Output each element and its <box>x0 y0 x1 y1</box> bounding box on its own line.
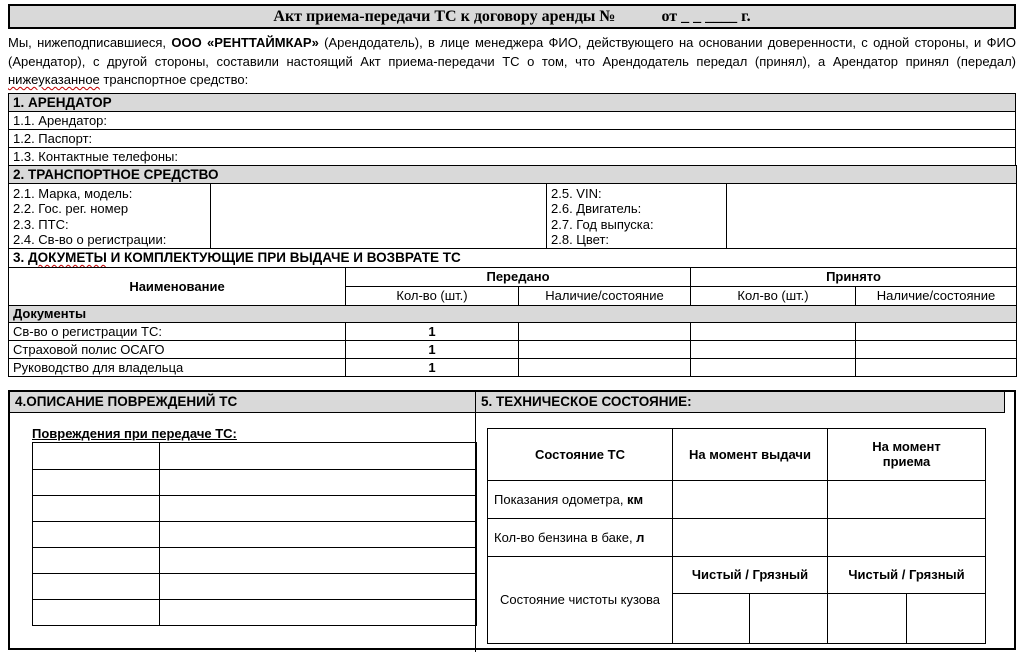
cleanliness-header-row <box>488 556 986 593</box>
damage-part-cell[interactable] <box>33 547 160 573</box>
document-name: Руководство для владельца <box>9 358 346 376</box>
col-header-received-state: Наличие/состояние <box>856 286 1017 305</box>
clean-dirty-at-return: Чистый / Грязный <box>828 556 986 593</box>
section3-number: 3. <box>13 250 29 265</box>
received-qty-cell[interactable] <box>691 340 856 358</box>
tech-condition-section-header: 5. ТЕХНИЧЕСКОЕ СОСТОЯНИЕ: <box>476 392 1005 413</box>
vehicle-right-labels <box>547 183 727 248</box>
misspelled-word: ДОКУМЕТЫ <box>28 250 107 265</box>
clean-dirty-at-issue: Чистый / Грязный <box>673 556 828 593</box>
col-header-given-qty: Кол-во (шт.) <box>346 286 519 305</box>
damages-pane <box>10 413 476 652</box>
received-state-cell[interactable] <box>856 358 1017 376</box>
odometer-label <box>488 480 673 518</box>
damages-label: Повреждения при передаче ТС: <box>32 425 237 441</box>
cleanliness-label: Состояние чистоты кузова <box>488 556 673 643</box>
fuel-unit: л <box>636 529 645 545</box>
document-row <box>9 358 1017 376</box>
vehicle-label: 2.3. ПТС: <box>13 216 69 232</box>
col-header-received-qty: Кол-во (шт.) <box>691 286 856 305</box>
given-state-cell[interactable] <box>519 340 691 358</box>
damage-part-cell[interactable] <box>33 495 160 521</box>
col-header-at-return-label: На момент приема <box>872 439 941 469</box>
received-qty-cell[interactable] <box>691 322 856 340</box>
lessee-section-header: 1. АРЕНДАТОР <box>9 93 1016 111</box>
vehicle-right-value-cell[interactable] <box>727 183 1017 248</box>
vehicle-left-labels <box>9 183 211 248</box>
fuel-at-return-cell[interactable] <box>828 518 986 556</box>
given-state-cell[interactable] <box>519 358 691 376</box>
damage-row <box>33 521 477 547</box>
damage-part-cell[interactable] <box>33 599 160 625</box>
company-name: ООО «РЕНТТАЙМКАР» <box>171 35 319 50</box>
vehicle-left-value-cell[interactable] <box>211 183 547 248</box>
condition-header-row <box>488 428 986 480</box>
damage-desc-cell[interactable] <box>160 521 477 547</box>
documents-section-header <box>9 248 1017 267</box>
vehicle-section-header: 2. ТРАНСПОРТНОЕ СРЕДСТВО <box>9 165 1017 183</box>
dirty-check-cell[interactable] <box>907 593 986 643</box>
received-state-cell[interactable] <box>856 322 1017 340</box>
damage-desc-cell[interactable] <box>160 547 477 573</box>
damage-row <box>33 469 477 495</box>
damage-row <box>33 573 477 599</box>
document-name: Св-во о регистрации ТС: <box>9 322 346 340</box>
intro-text: Мы, нижеподписавшиеся, <box>8 35 172 50</box>
box-header-row <box>10 392 1014 413</box>
document-name: Страховой полис ОСАГО <box>9 340 346 358</box>
vehicle-label: 2.1. Марка, модель: <box>13 185 133 201</box>
clean-check-cell[interactable] <box>673 593 750 643</box>
damage-desc-cell[interactable] <box>160 469 477 495</box>
document-title: Акт приема-передачи ТС к договору аренды № <box>273 7 616 25</box>
damage-row <box>33 442 477 469</box>
fuel-row <box>488 518 986 556</box>
vehicle-label: 2.6. Двигатель: <box>551 201 642 216</box>
fuel-label-text: Кол-во бензина в баке, <box>494 529 637 545</box>
damage-part-cell[interactable] <box>33 521 160 547</box>
vehicle-label: 2.5. VIN: <box>551 185 602 201</box>
damages-section-header: 4.ОПИСАНИЕ ПОВРЕЖДЕНИЙ ТС <box>10 392 476 413</box>
vehicle-table <box>8 165 1017 249</box>
odometer-unit: км <box>627 491 644 507</box>
lessee-name-row[interactable]: 1.1. Арендатор: <box>9 111 1016 129</box>
condition-table <box>487 428 986 644</box>
given-state-cell[interactable] <box>519 322 691 340</box>
received-qty-cell[interactable] <box>691 358 856 376</box>
vehicle-label: 2.8. Цвет: <box>551 232 610 247</box>
intro-text: транспортное средство: <box>99 72 249 87</box>
given-qty-cell[interactable]: 1 <box>346 358 519 376</box>
documents-table <box>8 248 1017 377</box>
given-qty-cell[interactable]: 1 <box>346 322 519 340</box>
dirty-check-cell[interactable] <box>750 593 828 643</box>
lessee-table <box>8 93 1016 166</box>
damage-row <box>33 599 477 625</box>
damage-desc-cell[interactable] <box>160 599 477 625</box>
damage-desc-cell[interactable] <box>160 442 477 469</box>
col-header-name: Наименование <box>9 267 346 305</box>
col-header-at-return <box>828 428 986 480</box>
given-qty-cell[interactable]: 1 <box>346 340 519 358</box>
document-title-date: от _ _ ____ г. <box>661 7 751 25</box>
documents-group-header: Документы <box>9 305 1017 322</box>
document-row <box>9 340 1017 358</box>
damage-desc-cell[interactable] <box>160 495 477 521</box>
clean-check-cell[interactable] <box>828 593 907 643</box>
damage-row <box>33 547 477 573</box>
lessee-passport-row[interactable]: 1.2. Паспорт: <box>9 129 1016 147</box>
fuel-label <box>488 518 673 556</box>
damage-row <box>33 495 477 521</box>
document-title-bar <box>8 4 1016 29</box>
damages-table <box>32 442 477 626</box>
col-header-given-state: Наличие/состояние <box>519 286 691 305</box>
damage-part-cell[interactable] <box>33 442 160 469</box>
col-header-given: Передано <box>346 267 691 286</box>
section3-title-rest: И КОМПЛЕКТУЮЩИЕ ПРИ ВЫДАЧЕ И ВОЗВРАТЕ ТС <box>106 250 461 265</box>
damages-and-condition-box <box>8 390 1016 650</box>
col-header-at-issue: На момент выдачи <box>673 428 828 480</box>
document-row <box>9 322 1017 340</box>
damage-desc-cell[interactable] <box>160 573 477 599</box>
lessee-phones-row[interactable]: 1.3. Контактные телефоны: <box>9 147 1016 165</box>
odometer-at-issue-cell[interactable] <box>673 480 828 518</box>
misspelled-word: нижеуказанное <box>8 72 100 87</box>
damage-part-cell[interactable] <box>33 573 160 599</box>
vehicle-label: 2.4. Св-во о регистрации: <box>13 232 167 247</box>
vehicle-label: 2.2. Гос. рег. номер <box>13 201 129 216</box>
intro-paragraph <box>8 34 1016 90</box>
odometer-label-text: Показания одометра, <box>494 491 628 507</box>
damage-part-cell[interactable] <box>33 469 160 495</box>
odometer-row <box>488 480 986 518</box>
col-header-received: Принято <box>691 267 1017 286</box>
condition-pane <box>476 413 1014 652</box>
vehicle-label: 2.7. Год выпуска: <box>551 216 654 232</box>
box-content <box>10 413 1014 652</box>
odometer-at-return-cell[interactable] <box>828 480 986 518</box>
fuel-at-issue-cell[interactable] <box>673 518 828 556</box>
intro-text: (Арендодатель), в лице менеджера ФИО, действующего на основании доверенности, с одной стороны, и ФИО (Арендатор), с другой стороны, составили настоящий Акт приема-передачи ТС о том, что Арендодатель передал (принял), а Арендатор принял (передал) <box>8 35 1016 69</box>
received-state-cell[interactable] <box>856 340 1017 358</box>
col-header-condition: Состояние ТС <box>488 428 673 480</box>
